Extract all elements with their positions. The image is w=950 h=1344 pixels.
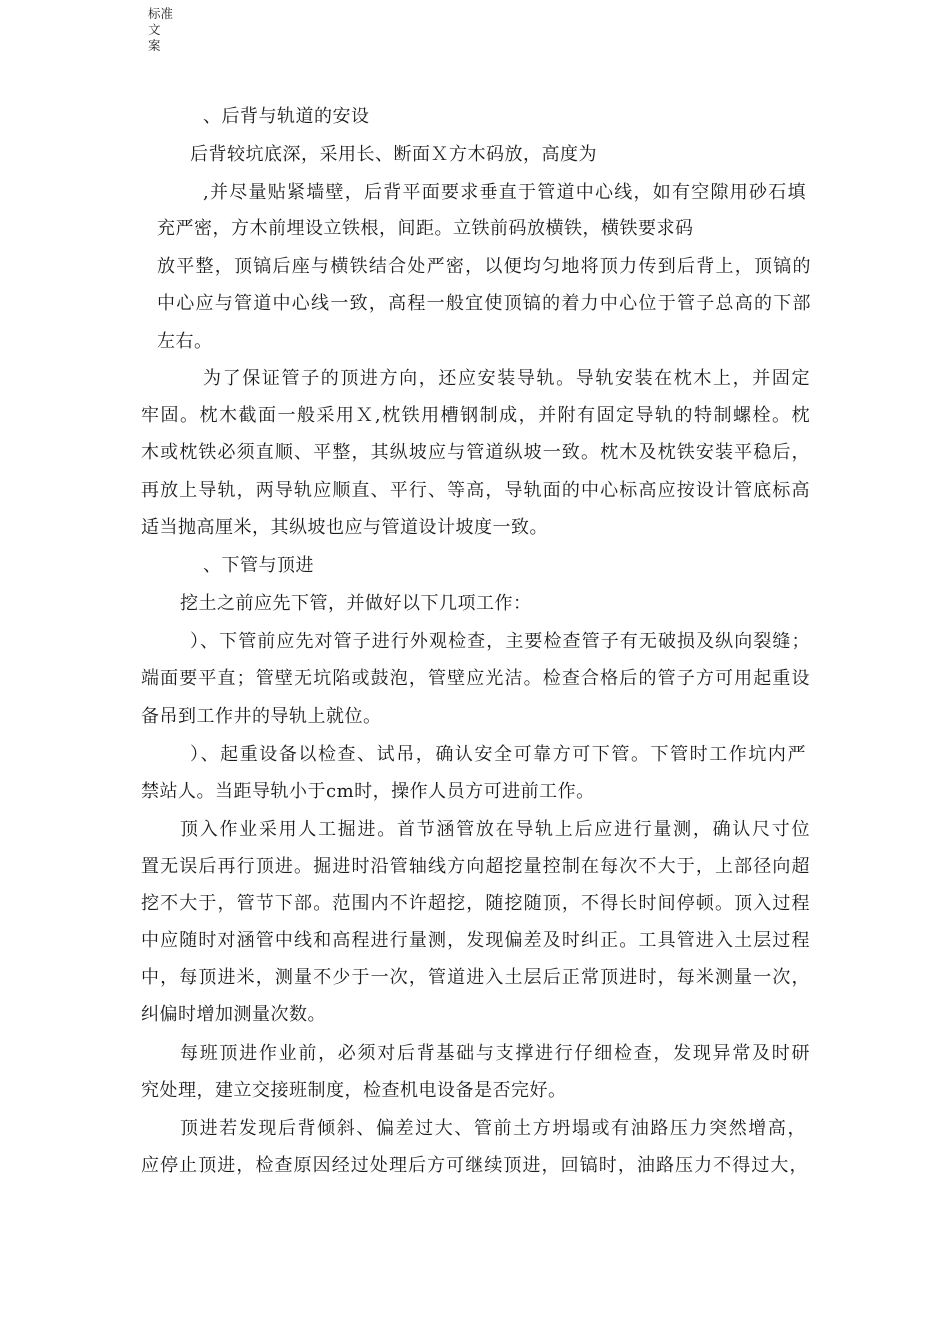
text-line: 顶进若发现后背倾斜、偏差过大、管前土方坍塌或有油路压力突然增高， [180, 1118, 806, 1139]
text-line: 顶入作业采用人工掘进。首节涵管放在导轨上后应进行量测，确认尺寸位 [180, 819, 810, 840]
text-line: ）、起重设备以检查、试吊，确认安全可靠方可下管。下管时工作坑内严 [190, 744, 806, 765]
text-line: 牢固。枕木截面一般采用Ｘ,枕铁用槽钢制成，并附有固定导轨的特制螺栓。枕 [141, 405, 810, 426]
text-line: 木或枕铁必须直顺、平整，其纵坡应与管道纵坡一致。枕木及枕铁安装平稳后， [141, 442, 810, 463]
text-line: ）、下管前应先对管子进行外观检查，主要检查管子有无破损及纵向裂缝； [190, 631, 810, 652]
text-line: 端面要平直；管壁无坑陷或鼓泡，管壁应光洁。检查合格后的管子方可用起重设 [141, 668, 810, 689]
text-line: 中心应与管道中心线一致，高程一般宜使顶镐的着力中心位于管子总高的下部 [157, 293, 811, 314]
text-line: 左右。 [157, 331, 213, 352]
text-line: 挖土之前应先下管，并做好以下几项工作： [180, 593, 532, 614]
text-line: 适当抛高厘米，其纵坡也应与管道设计坡度一致。 [141, 517, 548, 538]
text-line: 究处理，建立交接班制度，检查机电设备是否完好。 [141, 1080, 567, 1101]
text-line: 置无误后再行顶进。掘进时沿管轴线方向超挖量控制在每次不大于，上部径向超 [141, 856, 810, 877]
text-line: 为了保证管子的顶进方向，还应安装导轨。导轨安装在枕木上，并固定 [203, 368, 810, 389]
text-line: 应停止顶进，检查原因经过处理后方可继续顶进，回镐时，油路压力不得过大， [141, 1155, 808, 1176]
text-line: 后背较坑底深，采用长、断面Ｘ方木码放，高度为 [190, 144, 597, 165]
section-heading: 、下管与顶进 [203, 555, 314, 576]
text-line: 挖不大于，管节下部。范围内不许超挖，随挖随顶，不得长时间停顿。顶入过程 [141, 893, 810, 914]
section-heading: 、后背与轨道的安设 [203, 106, 370, 127]
header-line-1: 标准文 [148, 6, 174, 37]
text-line: 充严密，方木前埋设立铁根，间距。立铁前码放横铁，横铁要求码 [157, 218, 694, 239]
page-header [148, 6, 182, 54]
text-line: 每班顶进作业前，必须对后背基础与支撑进行仔细检查，发现异常及时研 [180, 1043, 810, 1064]
text-line: ,并尽量贴紧墙壁，后背平面要求垂直于管道中心线，如有空隙用砂石填 [203, 182, 806, 203]
header-line-2: 案 [148, 38, 161, 53]
text-line: 再放上导轨，两导轨应顺直、平行、等高，导轨面的中心标高应按设计管底标高 [141, 480, 810, 501]
text-line: 中应随时对涵管中线和高程进行量测，发现偏差及时纠正。工具管进入土层过程 [141, 930, 810, 951]
text-line: 备吊到工作井的导轨上就位。 [141, 706, 382, 727]
text-line: 中，每顶进米，测量不少于一次，管道进入土层后正常顶进时，每米测量一次， [141, 967, 810, 988]
text-line: 禁站人。当距导轨小于cm时，操作人员方可进前工作。 [141, 781, 595, 802]
text-line: 放平整，顶镐后座与横铁结合处严密，以便均匀地将顶力传到后背上，顶镐的 [157, 256, 811, 277]
text-line: 纠偏时增加测量次数。 [141, 1004, 326, 1025]
